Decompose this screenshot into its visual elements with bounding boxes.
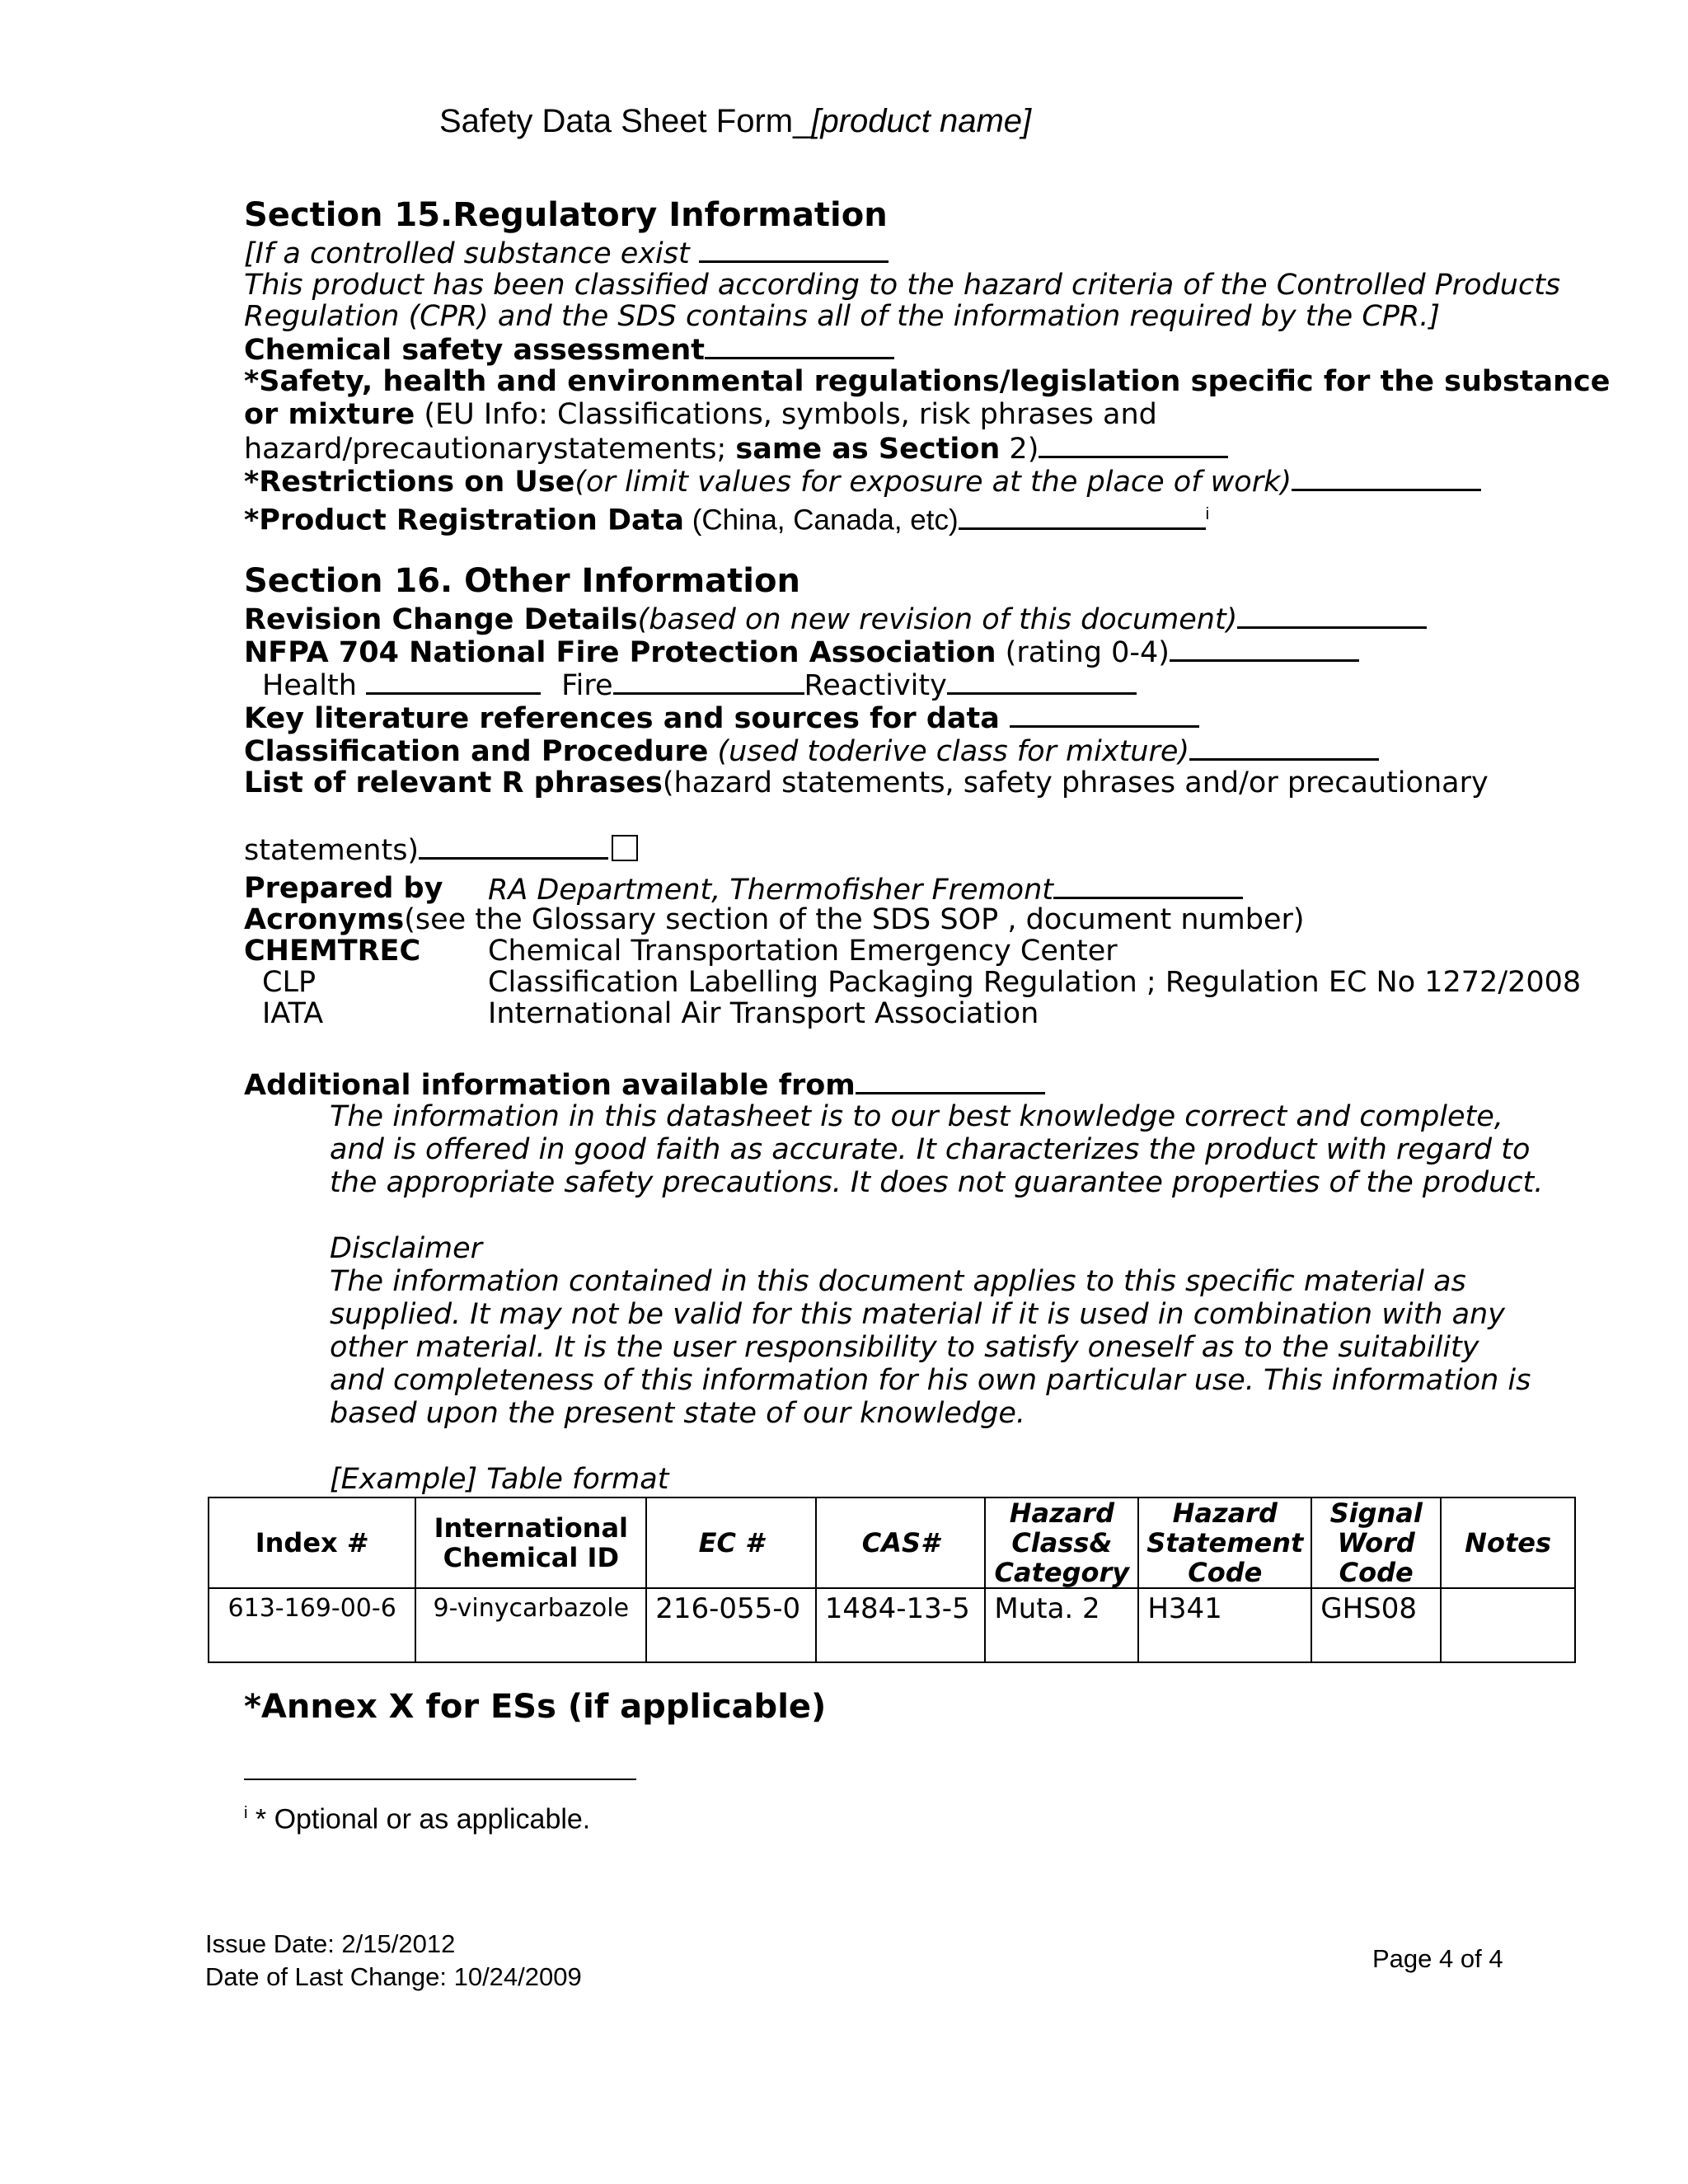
prepared-by-label: Prepared by — [244, 872, 443, 905]
classification-blank[interactable] — [1189, 733, 1379, 761]
disclaimer-line: supplied. It may not be valid for this material if it is used in combination with any — [330, 1298, 1505, 1331]
info-paragraph-line: and is offered in good faith as accurate. It characterizes the product with regard to — [330, 1133, 1531, 1166]
section-15-heading: Section 15.Regulatory Information — [244, 196, 888, 234]
restrictions-blank[interactable] — [1292, 464, 1481, 491]
footnote-reference: i — [1205, 505, 1210, 523]
acronym-abbr: CLP — [262, 966, 316, 999]
cell-index: 613-169-00-6 — [209, 1588, 415, 1662]
header-title: Safety Data Sheet Form_ — [439, 103, 812, 139]
footnote-text: * Optional or as applicable. — [247, 1803, 591, 1835]
cell-cas: 1484-13-5 — [816, 1588, 986, 1662]
cell-notes — [1441, 1588, 1575, 1662]
cpr-line-2: Regulation (CPR) and the SDS contains all of the information required by the CPR.] — [244, 300, 1440, 333]
reactivity-blank[interactable] — [947, 668, 1137, 695]
cell-chemical-id: 9-vinycarbazole — [415, 1588, 646, 1662]
classification-label: Classification and Procedure — [244, 735, 709, 768]
health-blank[interactable] — [366, 668, 541, 695]
regulations-text: (EU Info: Classifications, symbols, risk phrases and — [415, 398, 1157, 431]
regulations-text-3: hazard/precautionarystatements; — [244, 433, 736, 466]
r-phrases-text: (hazard statements, safety phrases and/or precautionary — [662, 766, 1489, 799]
regulations-bold: or mixture — [244, 398, 415, 431]
page-number: Page 4 of 4 — [1372, 1944, 1503, 1973]
regulations-bold-3: same as Section — [735, 433, 1001, 466]
r-phrases-line — [244, 766, 1489, 799]
product-registration-line — [244, 498, 1209, 537]
restrictions-text: (or limit values for exposure at the place of work) — [574, 466, 1292, 499]
disclaimer-line: and completeness of this information for his own particular use. This information is — [330, 1364, 1531, 1397]
table-header-row — [209, 1497, 1575, 1588]
controlled-substance-blank[interactable] — [699, 236, 889, 263]
prepared-by-blank[interactable] — [1053, 872, 1243, 899]
restrictions-label: *Restrictions on Use — [244, 466, 575, 499]
cell-hazard-class: Muta. 2 — [985, 1588, 1138, 1662]
col-ec: EC # — [646, 1497, 816, 1588]
last-change-date: Date of Last Change: 10/24/2009 — [205, 1962, 582, 1991]
additional-info-line — [244, 1067, 1045, 1102]
revision-text: (based on new revision of this document) — [637, 603, 1238, 636]
acronyms-line — [244, 903, 1305, 936]
chemical-safety-line — [244, 332, 894, 367]
fire-blank[interactable] — [613, 668, 804, 695]
prepared-by-line — [488, 872, 1243, 907]
key-literature-line — [244, 701, 1199, 735]
info-paragraph-line: The information in this datasheet is to our best knowledge correct and complete, — [330, 1100, 1503, 1133]
key-literature-label: Key literature references and sources for data — [244, 702, 1000, 735]
revision-line — [244, 602, 1427, 636]
acronym-meaning: International Air Transport Association — [488, 997, 1039, 1030]
product-registration-text: (China, Canada, etc) — [683, 504, 959, 537]
statements-checkbox[interactable] — [612, 835, 638, 861]
acronyms-label: Acronyms — [244, 903, 405, 936]
page-header — [439, 102, 1031, 140]
cpr-line-1: This product has been classified according to the hazard criteria of the Controlled Products — [244, 269, 1561, 302]
regulations-blank[interactable] — [1039, 431, 1228, 458]
acronym-meaning: Chemical Transportation Emergency Center — [488, 935, 1118, 968]
prepared-by-value: RA Department, Thermofisher Fremont — [488, 874, 1053, 907]
regulations-line-3 — [244, 431, 1228, 466]
info-paragraph-line: the appropriate safety precautions. It does not guarantee properties of the product. — [330, 1166, 1544, 1199]
chemical-safety-blank[interactable] — [705, 332, 894, 359]
additional-info-blank[interactable] — [856, 1067, 1045, 1094]
cell-signal-word: GHS08 — [1311, 1588, 1441, 1662]
additional-info-label: Additional information available from — [244, 1069, 856, 1102]
statements-line — [244, 832, 638, 867]
col-index: Index # — [209, 1497, 415, 1588]
regulations-text-3b: 2) — [1000, 433, 1039, 466]
header-product-placeholder: [product name] — [811, 103, 1032, 139]
reactivity-label: Reactivity — [804, 669, 947, 702]
col-notes: Notes — [1441, 1497, 1575, 1588]
nfpa-ratings-line — [262, 668, 1137, 702]
regulations-line-2 — [244, 398, 1157, 431]
revision-blank[interactable] — [1237, 602, 1427, 629]
statements-text: statements) — [244, 834, 420, 867]
statements-blank[interactable] — [419, 832, 608, 860]
classification-text: (used toderive class for mixture) — [708, 735, 1190, 768]
example-chemical-table — [208, 1497, 1576, 1663]
footnote-separator — [244, 1779, 636, 1780]
col-hazard-class: Hazard Class& Category — [985, 1497, 1138, 1588]
disclaimer-line: other material. It is the user responsibility to satisfy oneself as to the suitability — [330, 1331, 1479, 1364]
regulations-line-1: *Safety, health and environmental regulations/legislation specific for the substance — [244, 365, 1611, 398]
table-row — [209, 1588, 1575, 1662]
cell-ec: 216-055-0 — [646, 1588, 816, 1662]
r-phrases-label: List of relevant R phrases — [244, 766, 663, 799]
acronym-meaning: Classification Labelling Packaging Regulation ; Regulation EC No 1272/2008 — [488, 966, 1582, 999]
product-registration-blank[interactable] — [959, 503, 1206, 530]
footnote — [244, 1797, 590, 1835]
key-literature-blank[interactable] — [1010, 701, 1199, 728]
acronyms-text: (see the Glossary section of the SDS SOP , document number) — [404, 903, 1305, 936]
issue-date: Issue Date: 2/15/2012 — [205, 1929, 456, 1958]
disclaimer-line: The information contained in this document applies to this specific material as — [330, 1265, 1466, 1298]
col-signal-word: Signal Word Code — [1311, 1497, 1441, 1588]
chemical-safety-label: Chemical safety assessment — [244, 334, 706, 367]
cell-hazard-statement: H341 — [1138, 1588, 1311, 1662]
col-chemical-id: International Chemical ID — [415, 1497, 646, 1588]
nfpa-line — [244, 635, 1359, 669]
footnote-marker: i — [244, 1804, 248, 1822]
disclaimer-title: Disclaimer — [330, 1232, 483, 1265]
classification-line — [244, 733, 1379, 768]
revision-label: Revision Change Details — [244, 603, 638, 636]
health-label: Health — [262, 669, 357, 702]
example-table-caption: [Example] Table format — [330, 1463, 669, 1496]
col-cas: CAS# — [816, 1497, 986, 1588]
controlled-substance-text: [If a controlled substance exist — [244, 237, 690, 270]
col-hazard-statement: Hazard Statement Code — [1138, 1497, 1311, 1588]
product-registration-label: *Product Registration Data — [244, 504, 684, 537]
acronym-abbr: IATA — [262, 997, 324, 1030]
fire-label: Fire — [561, 669, 613, 702]
annex-heading: *Annex X for ESs (if applicable) — [244, 1688, 827, 1726]
disclaimer-line: based upon the present state of our knowledge. — [330, 1397, 1025, 1430]
controlled-substance-line — [244, 236, 889, 270]
nfpa-label: NFPA 704 National Fire Protection Association — [244, 636, 996, 669]
section-16-heading: Section 16. Other Information — [244, 562, 800, 600]
acronym-abbr: CHEMTREC — [244, 935, 421, 968]
restrictions-line — [244, 464, 1481, 499]
nfpa-blank[interactable] — [1170, 635, 1359, 662]
nfpa-text: (rating 0-4) — [996, 636, 1170, 669]
